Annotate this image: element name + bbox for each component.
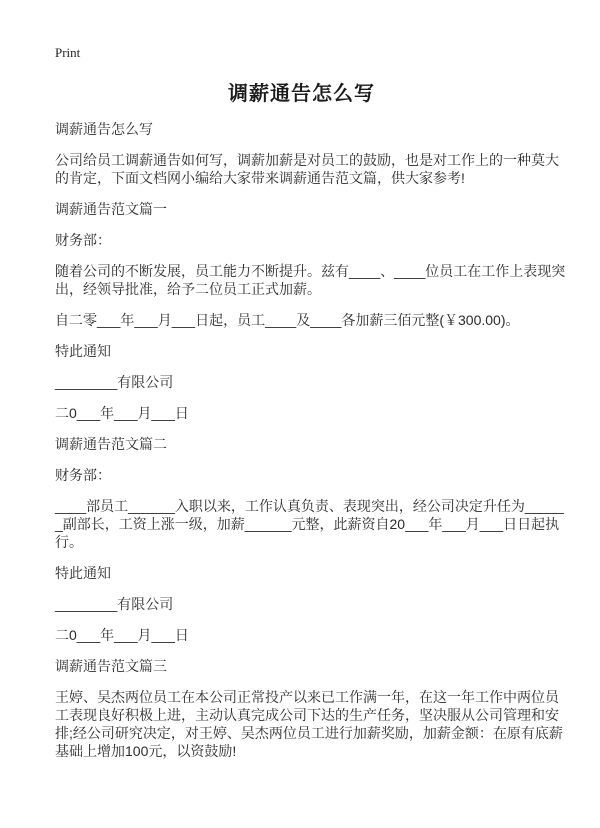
section2-body: ____部员工______入职以来，工作认真负责、表现突出，经公司决定升任为______副部长，工资上涨一级，加薪______元整，此薪资自20___年___月___日日起执行。 <box>55 498 564 550</box>
section2-date-line: 二0___年___月___日 <box>55 627 189 643</box>
section2-heading: 调薪通告范文篇二 <box>55 436 167 452</box>
section1-salutation: 财务部： <box>55 232 111 248</box>
section2-salutation: 财务部： <box>55 467 111 483</box>
section1-notice-line: 特此通知 <box>55 343 111 359</box>
print-button[interactable]: Print <box>55 45 81 60</box>
page-title: 调薪通告怎么写 <box>228 83 375 105</box>
section1-company-line: ________有限公司 <box>55 374 174 390</box>
section3-heading: 调薪通告范文篇三 <box>55 658 167 674</box>
intro-paragraph: 公司给员工调薪通告如何写，调薪加薪是对员工的鼓励，也是对工作上的一种莫大的肯定，下面文档网小编给大家带来调薪通告范文篇，供大家参考! <box>55 152 559 186</box>
section1-heading: 调薪通告范文篇一 <box>55 201 167 217</box>
section2-notice-line: 特此通知 <box>55 565 111 581</box>
section1-date-line: 二0___年___月___日 <box>55 405 189 421</box>
doc-subtitle: 调薪通告怎么写 <box>55 121 153 137</box>
section1-body-1: 随着公司的不断发展，员工能力不断提升。兹有____、____位员工在工作上表现突出，经领导批准，给予二位员工正式加薪。 <box>55 263 566 297</box>
section1-body-2: 自二零___年___月___日起，员工____及____各加薪三佰元整(￥300.00)。 <box>55 312 520 328</box>
document-body <box>55 120 566 760</box>
section2-company-line: ________有限公司 <box>55 596 174 612</box>
section3-body: 王婷、吴杰两位员工在本公司正常投产以来已工作满一年，在这一年工作中两位员工表现良好积极上进，主动认真完成公司下达的生产任务，坚决服从公司管理和安排;经公司研究决定，对王婷、吴杰两位员工进行加薪奖励，加薪金额：在原有底薪基础上增加100元，以资鼓励! <box>55 689 563 759</box>
